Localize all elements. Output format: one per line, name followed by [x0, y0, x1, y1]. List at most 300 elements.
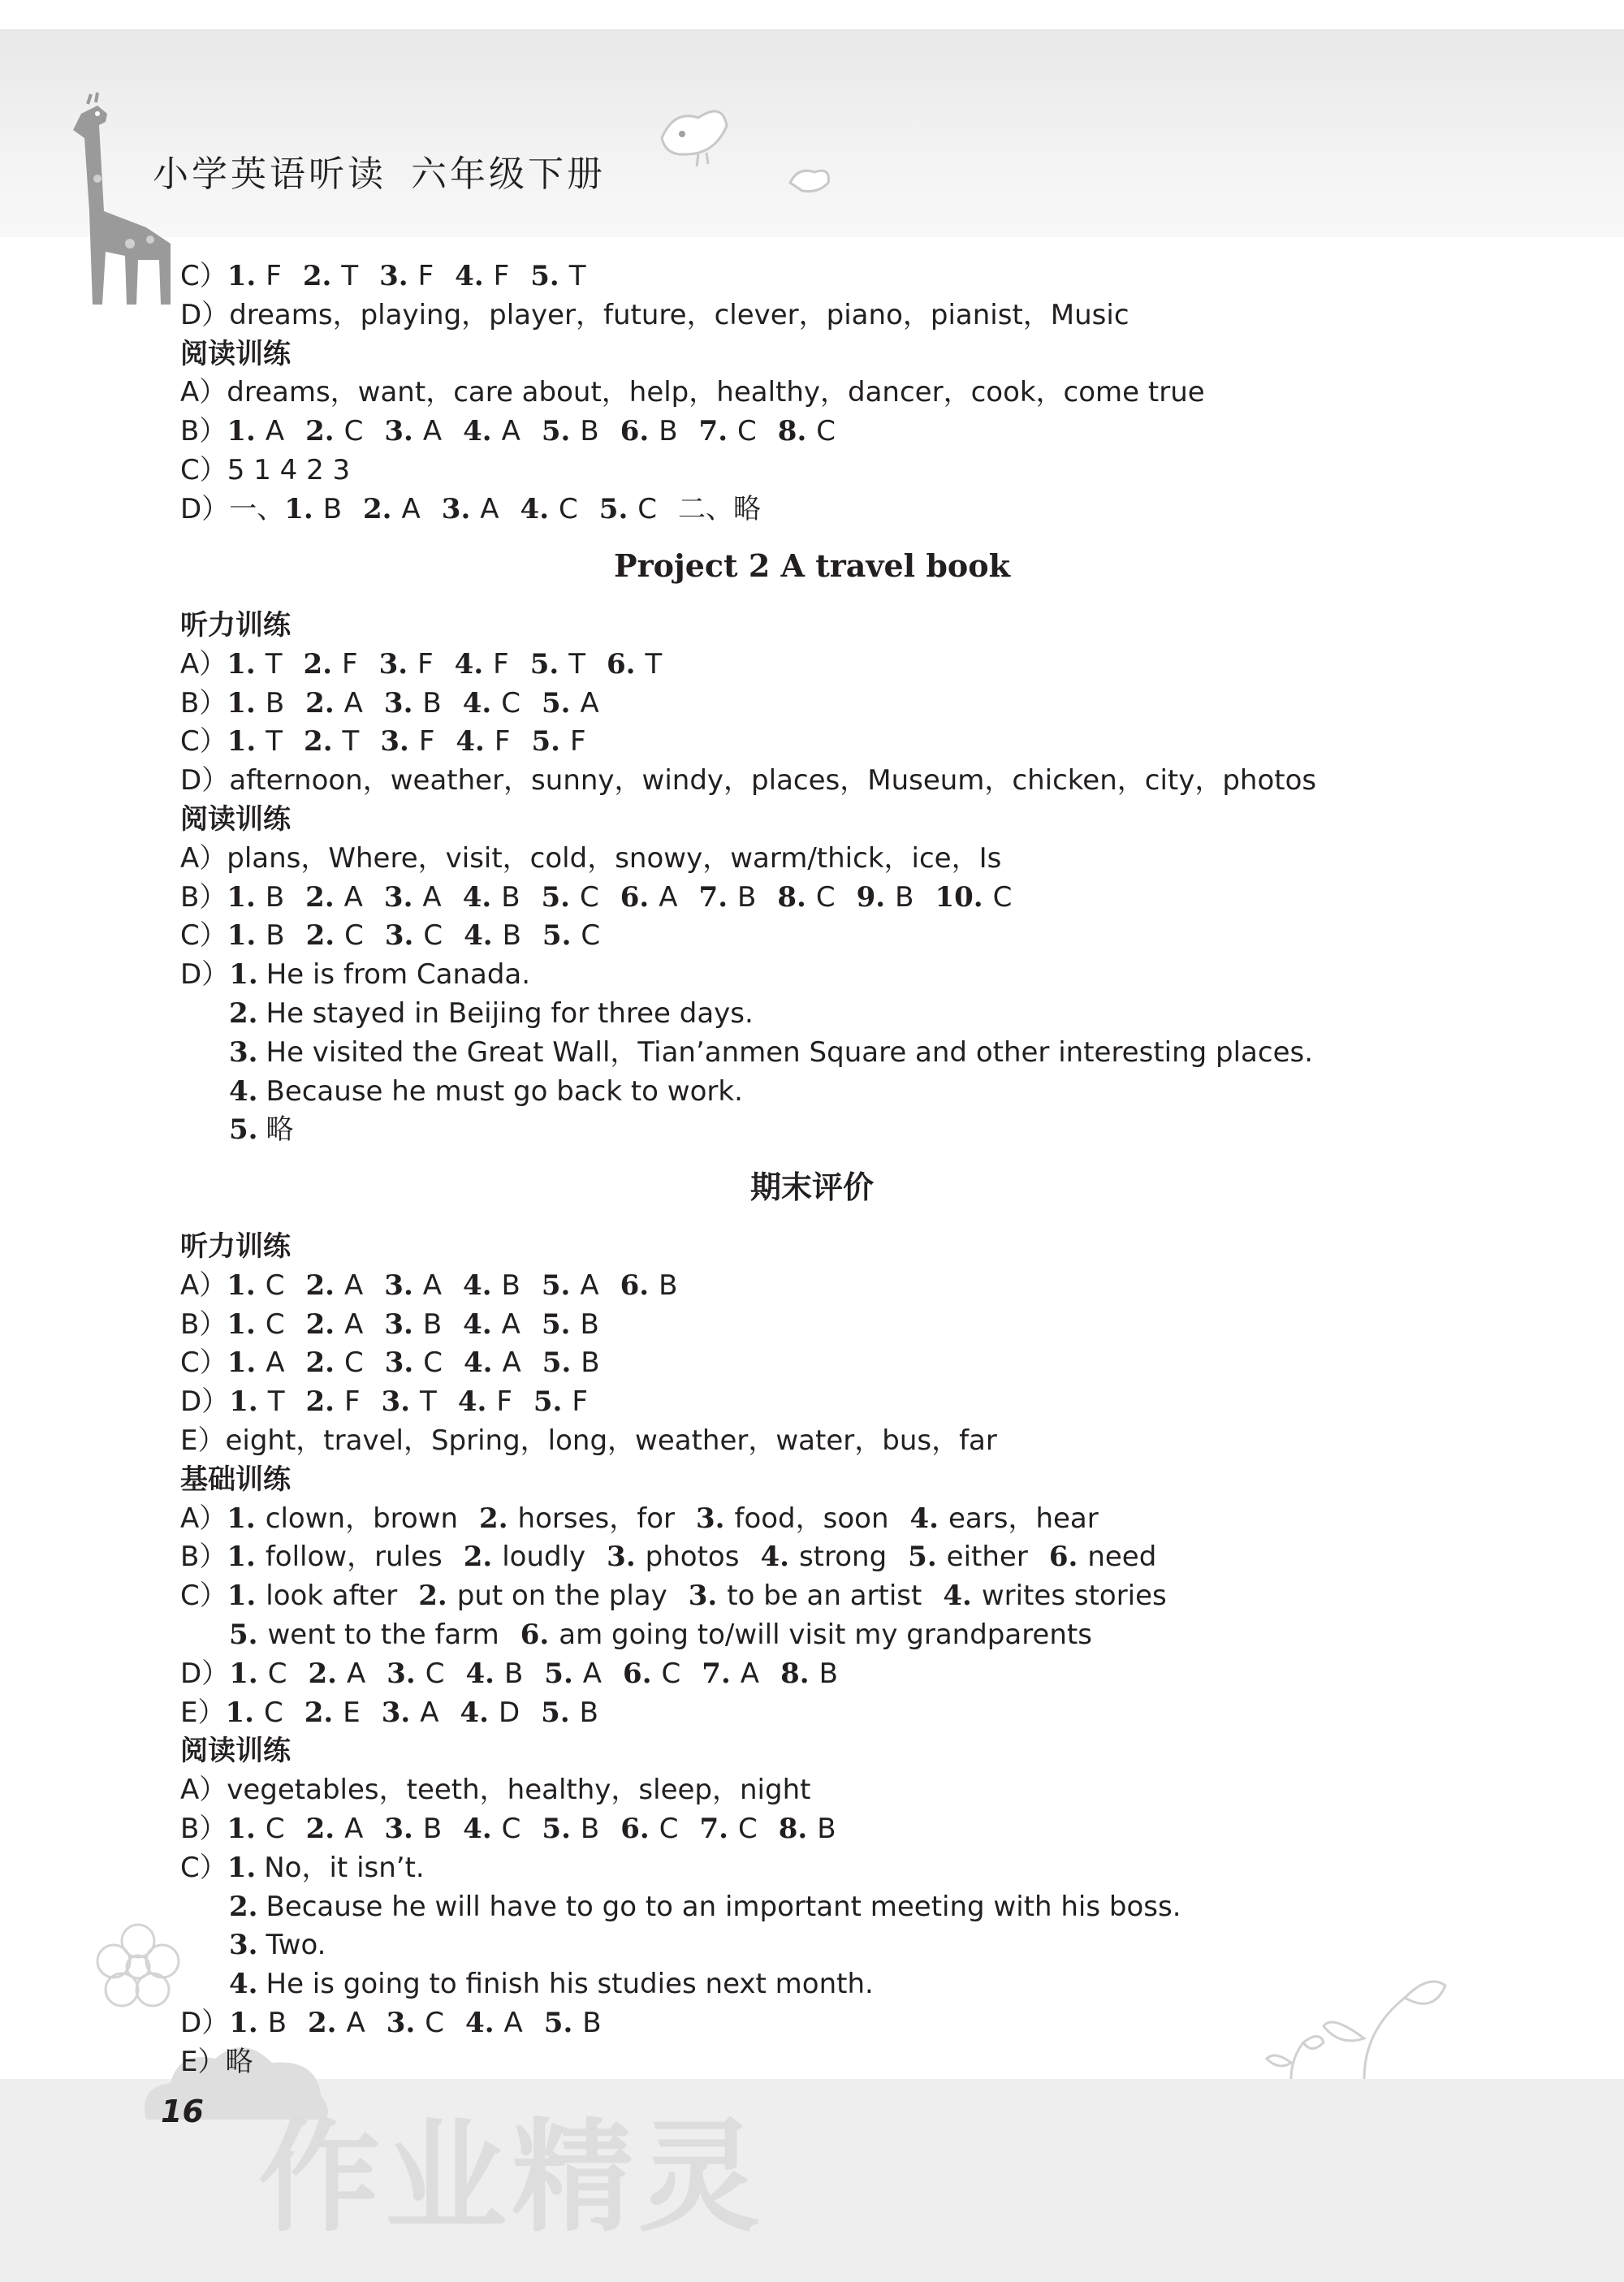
answer-line [180, 685, 620, 721]
answer-value: A [501, 415, 520, 447]
answer-text: vegetables，teeth，healthy，sleep，night [227, 1774, 811, 1806]
answer-line [180, 841, 1001, 876]
answer-value: C [265, 1308, 285, 1341]
answer-line [180, 1307, 620, 1342]
answer-prefix: C） [180, 1852, 227, 1884]
answer-value: C [816, 415, 836, 447]
answer-number: 4. [455, 260, 484, 292]
answer-prefix: D） [180, 2007, 230, 2039]
answer-value: B [659, 1269, 678, 1302]
answer-number: 5. [531, 725, 560, 758]
answer-line [229, 1112, 294, 1147]
answer-number: 2. [305, 1269, 335, 1302]
answer-prefix: D） [180, 958, 230, 991]
section-label-text: 阅读训练 [180, 1735, 291, 1767]
answer-prefix: D） [180, 764, 230, 797]
answer-line [180, 1850, 425, 1886]
answer-value: A [344, 1308, 364, 1341]
section-label-text: 基础训练 [180, 1463, 291, 1496]
answer-value: C [265, 1813, 285, 1845]
answer-value: B [580, 1813, 600, 1845]
answer-number: 4. [465, 2007, 495, 2039]
answer-line [180, 1423, 997, 1459]
answer-line [180, 1539, 1177, 1575]
answer-number: 5. [598, 493, 628, 525]
answer-value: T [420, 1385, 437, 1418]
answer-number: 2. [302, 260, 332, 292]
answer-number: 3. [386, 2007, 416, 2039]
answer-number: 3. [229, 1036, 258, 1069]
answer-value: F [417, 260, 434, 292]
answer-number: 2. [303, 648, 333, 681]
answer-text: 5 1 4 2 3 [227, 454, 351, 486]
answer-value: A [480, 493, 499, 525]
answer-number: 4. [229, 1968, 258, 2000]
answer-number: 4. [464, 1346, 493, 1379]
answer-value: loudly [502, 1541, 586, 1573]
answer-number: 3. [384, 1308, 413, 1341]
answer-line [180, 1772, 810, 1808]
answer-number: 2. [305, 919, 335, 952]
answer-number: 4. [456, 725, 485, 758]
answer-value: C [580, 881, 599, 914]
answer-number: 5. [533, 1385, 563, 1418]
answer-value: food，soon [734, 1502, 889, 1535]
answer-number: 1. [227, 648, 256, 681]
answer-prefix: B） [180, 1308, 227, 1341]
answer-prefix: C） [180, 919, 227, 952]
answer-number: 3. [380, 725, 409, 758]
answer-number: 5. [542, 687, 571, 720]
project2-heading: Project 2 A travel book [614, 547, 1010, 584]
answer-prefix: A） [180, 648, 227, 681]
answer-value: T [645, 648, 663, 681]
section-label [180, 607, 291, 643]
answer-prefix: B） [180, 687, 227, 720]
answer-number: 2. [308, 2007, 337, 2039]
section-label [180, 1229, 291, 1264]
answer-number: 1. [227, 1852, 257, 1884]
answer-number: 5. [529, 648, 559, 681]
answer-number: 3. [384, 1346, 414, 1379]
answer-number: 1. [227, 1269, 256, 1302]
answer-line [180, 1268, 698, 1303]
answer-part-label: 二、略 [678, 493, 762, 525]
answer-number: 4. [909, 1502, 939, 1535]
answer-value: C [265, 1269, 285, 1302]
answer-text: He is from Canada. [266, 958, 531, 991]
answer-line [180, 918, 621, 953]
answer-value: B [265, 881, 285, 914]
answer-value: C [425, 1657, 445, 1690]
answer-number: 2. [463, 1541, 493, 1573]
answer-number: 2. [308, 1657, 337, 1690]
answer-value: C [263, 1696, 283, 1729]
answer-number: 2. [305, 415, 335, 447]
answer-value: B [580, 415, 599, 447]
answer-value: A [502, 1346, 521, 1379]
answer-number: 6. [620, 1269, 650, 1302]
answer-number: 3. [229, 1929, 258, 1961]
answer-value: F [494, 725, 511, 758]
answer-line [180, 258, 607, 294]
answer-value: A [346, 2007, 365, 2039]
answer-value: clown，brown [265, 1502, 459, 1535]
answer-number: 3. [688, 1580, 718, 1612]
answer-value: B [266, 919, 285, 952]
answer-value: follow，rules [265, 1541, 443, 1573]
answer-value: B [580, 1308, 599, 1341]
answer-value: T [265, 648, 283, 681]
answer-prefix: B） [180, 415, 227, 447]
answer-number: 5. [229, 1113, 258, 1146]
answer-number: 2. [305, 1346, 335, 1379]
answer-value: B [322, 493, 343, 525]
answer-value: D [498, 1696, 520, 1729]
answer-number: 4. [760, 1541, 789, 1573]
answer-value: A [420, 1696, 439, 1729]
answer-value: to be an artist [727, 1580, 922, 1612]
answer-text: 略 [266, 1113, 294, 1146]
answer-line [180, 2005, 623, 2041]
answer-value: A [344, 1269, 364, 1302]
answer-line [180, 374, 1205, 410]
answer-number: 1. [227, 1813, 256, 1845]
answer-line [180, 1811, 857, 1847]
answer-number: 1. [227, 881, 256, 914]
answer-text: No，it isn’t. [264, 1852, 425, 1884]
answer-value: B [265, 687, 285, 720]
answer-number: 4. [462, 687, 492, 720]
answer-value: C [661, 1657, 681, 1690]
answer-number: 5. [908, 1541, 937, 1573]
answer-value: T [267, 1385, 285, 1418]
answer-value: F [496, 1385, 512, 1418]
answer-value: B [502, 919, 521, 952]
section-label [180, 336, 291, 372]
answer-prefix: D） [180, 1385, 230, 1418]
answer-value: ears，hear [948, 1502, 1099, 1535]
answer-line [229, 1074, 743, 1109]
answer-number: 5. [541, 415, 571, 447]
answer-number: 7. [698, 881, 728, 914]
answer-value: B [582, 2007, 602, 2039]
answer-line [180, 452, 350, 488]
answer-value: horses，for [517, 1502, 675, 1535]
answer-prefix: C） [180, 1346, 227, 1379]
answer-value: C [267, 1657, 287, 1690]
answer-number: 1. [227, 1308, 256, 1341]
answer-value: either [946, 1541, 1028, 1573]
answer-value: C [659, 1813, 679, 1845]
answer-prefix: E） [180, 2046, 226, 2078]
answer-prefix: D） [180, 299, 230, 331]
answer-number: 4. [464, 919, 493, 952]
answer-value: A [343, 881, 363, 914]
answer-number: 3. [379, 260, 408, 292]
answer-value: strong [798, 1541, 888, 1573]
answer-value: T [568, 648, 586, 681]
answer-number: 5. [541, 881, 571, 914]
answer-value: need [1087, 1541, 1157, 1573]
answer-value: A [265, 415, 285, 447]
answer-value: C [344, 919, 364, 952]
answer-number: 3. [384, 919, 414, 952]
answer-number: 1. [227, 260, 257, 292]
answer-prefix: C） [180, 1580, 227, 1612]
answer-line [229, 1889, 1181, 1925]
header-title: 小学英语听读 六年级下册 [153, 153, 606, 195]
answer-number: 4. [943, 1580, 972, 1612]
answer-value: writes stories [981, 1580, 1167, 1612]
answer-number: 3. [381, 1696, 411, 1729]
answer-value: B [737, 881, 757, 914]
answer-line [229, 1966, 874, 2002]
answer-text: dreams，want，care about，help，healthy，dancer，cook，come true [227, 376, 1205, 408]
final-review-heading: 期末评价 [749, 1169, 874, 1205]
answer-text: plans，Where，visit，cold，snowy，warm/thick，ice，Is [227, 842, 1002, 875]
answer-value: A [346, 1657, 366, 1690]
answer-value: F [266, 260, 282, 292]
answer-value: look after [266, 1580, 398, 1612]
answer-number: 3. [381, 1385, 411, 1418]
answer-value: F [417, 648, 434, 681]
answer-value: A [580, 1269, 599, 1302]
answer-number: 3. [607, 1541, 636, 1573]
answer-value: B [579, 1696, 598, 1729]
answer-value: E [343, 1696, 361, 1729]
answer-number: 1. [229, 1385, 258, 1418]
answer-value: B [895, 881, 914, 914]
answer-value: B [422, 687, 442, 720]
answer-number: 1. [227, 415, 256, 447]
answer-number: 1. [229, 958, 258, 991]
answer-line [180, 957, 530, 992]
section-label-text: 阅读训练 [180, 338, 291, 370]
answer-text: eight，travel，Spring，long，weather，water，bus，far [225, 1424, 997, 1457]
answer-number: 5. [530, 260, 559, 292]
answer-value: C [423, 1346, 443, 1379]
answer-value: went to the farm [267, 1619, 499, 1651]
answer-prefix: C） [180, 260, 227, 292]
answer-number: 3. [387, 1657, 416, 1690]
answer-number: 2. [304, 725, 333, 758]
answer-number: 1. [227, 1346, 257, 1379]
answer-value: A [659, 881, 678, 914]
answer-text: He stayed in Beijing for three days. [266, 997, 754, 1030]
answer-number: 2. [304, 1696, 334, 1729]
answer-value: photos [645, 1541, 740, 1573]
answer-number: 9. [856, 881, 886, 914]
answer-line [180, 1695, 620, 1731]
answer-value: T [341, 260, 359, 292]
answer-value: put on the play [456, 1580, 667, 1612]
answer-number: 5. [541, 1269, 571, 1302]
answer-value: A [580, 687, 599, 720]
answer-number: 5. [543, 2007, 573, 2039]
answer-value: F [572, 1385, 588, 1418]
answer-value: A [422, 1269, 443, 1302]
answer-value: B [501, 881, 520, 914]
answer-value: T [568, 260, 586, 292]
page-number: 16 [161, 2094, 204, 2129]
answer-value: F [493, 648, 509, 681]
answer-number: 3. [383, 881, 413, 914]
answer-value: F [418, 725, 435, 758]
answer-number: 4. [463, 415, 492, 447]
answer-number: 5. [541, 1696, 570, 1729]
answer-text: He visited the Great Wall，Tian’anmen Square and other interesting places. [266, 1036, 1314, 1069]
answer-number: 2. [479, 1502, 508, 1535]
answer-prefix: A） [180, 1502, 227, 1535]
answer-line [229, 996, 754, 1031]
answer-number: 5. [541, 1308, 571, 1341]
answer-number: 2. [305, 1308, 335, 1341]
answer-value: B [267, 2007, 287, 2039]
answer-number: 1. [229, 2007, 258, 2039]
answer-number: 5. [542, 1813, 571, 1845]
answer-value: F [342, 648, 358, 681]
answer-number: 2. [363, 493, 392, 525]
answer-value: C [738, 1813, 758, 1845]
answer-value: C [815, 881, 836, 914]
answer-number: 5. [542, 919, 572, 952]
answer-number: 1. [227, 1502, 256, 1535]
answer-value: C [637, 493, 658, 525]
answer-line [229, 1617, 1113, 1653]
answer-number: 2. [305, 1385, 335, 1418]
answer-value: T [266, 725, 283, 758]
answer-number: 4. [463, 1308, 492, 1341]
answer-line [180, 724, 607, 759]
answer-line [180, 646, 683, 682]
answer-number: 8. [777, 415, 807, 447]
answer-text: Two. [266, 1929, 326, 1961]
answer-line [180, 1345, 621, 1381]
answer-number: 3. [695, 1502, 725, 1535]
answer-number: 4. [460, 1696, 489, 1729]
answer-number: 2. [229, 997, 258, 1030]
answer-prefix: D） [180, 493, 230, 525]
answer-prefix: B） [180, 881, 227, 914]
answer-value: B [581, 1346, 600, 1379]
answer-text: afternoon，weather，sunny，windy，places，Museum，chicken，city，photos [229, 764, 1317, 797]
answer-prefix: A） [180, 1774, 227, 1806]
answer-number: 4. [454, 648, 484, 681]
answer-number: 5. [542, 1346, 572, 1379]
answer-value: C [343, 415, 364, 447]
answer-number: 3. [384, 1269, 413, 1302]
answer-number: 3. [384, 1813, 413, 1845]
answer-prefix: E） [180, 1696, 226, 1729]
answer-prefix: C） [180, 454, 227, 486]
answer-value: C [501, 1813, 521, 1845]
answer-number: 3. [383, 687, 413, 720]
answer-number: 4. [520, 493, 550, 525]
answer-value: B [422, 1308, 443, 1341]
answer-number: 2. [305, 1813, 335, 1845]
answer-number: 8. [778, 1813, 808, 1845]
answer-line [180, 413, 857, 449]
answer-text: He is going to finish his studies next month. [266, 1968, 874, 2000]
answer-value: A [344, 1813, 364, 1845]
answer-value: A [740, 1657, 760, 1690]
answer-number: 7. [698, 415, 728, 447]
answer-line [180, 491, 761, 527]
answer-number: 2. [305, 881, 335, 914]
answer-value: C [559, 493, 578, 525]
answer-number: 6. [620, 881, 650, 914]
answer-value: A [582, 1657, 603, 1690]
answer-part-label: 一、 [229, 493, 285, 525]
section-label-text: 听力训练 [180, 609, 291, 642]
answer-prefix: A） [180, 376, 227, 408]
answer-value: C [425, 2007, 445, 2039]
answer-value: F [569, 725, 586, 758]
answer-text: dreams，playing，player，future，clever，piano，pianist，Music [229, 299, 1129, 331]
answer-number: 1. [284, 493, 313, 525]
answer-number: 8. [780, 1657, 810, 1690]
section-label [180, 1733, 291, 1769]
answer-number: 4. [465, 1657, 495, 1690]
answer-value: B [503, 1657, 524, 1690]
answer-number: 6. [620, 415, 650, 447]
answer-line [180, 763, 1316, 798]
watermark: 作业精灵 [258, 2107, 766, 2249]
answer-value: A [422, 881, 442, 914]
answer-line [180, 297, 1129, 333]
answer-line [180, 1501, 1120, 1536]
answer-number: 2. [305, 687, 335, 720]
answer-line [180, 2044, 253, 2080]
answer-value: T [342, 725, 360, 758]
answer-value: C [344, 1346, 364, 1379]
answer-text: Because he will have to go to an important meeting with his boss. [266, 1891, 1181, 1923]
answer-number: 5. [229, 1619, 258, 1651]
answer-number: 1. [227, 687, 256, 720]
answer-number: 6. [623, 1657, 652, 1690]
answer-value: A [343, 687, 363, 720]
answer-number: 1. [225, 1696, 254, 1729]
answer-value: B [501, 1269, 520, 1302]
answer-value: C [737, 415, 757, 447]
answer-value: B [817, 1813, 836, 1845]
answer-number: 1. [229, 1657, 258, 1690]
answer-number: 7. [702, 1657, 731, 1690]
answer-number: 4. [463, 1269, 492, 1302]
answer-number: 10. [935, 881, 983, 914]
answer-number: 1. [227, 1580, 257, 1612]
answer-number: 6. [520, 1619, 550, 1651]
answer-prefix: E） [180, 1424, 226, 1457]
answer-value: C [581, 919, 601, 952]
answer-value: A [501, 1308, 520, 1341]
answer-value: F [343, 1385, 361, 1418]
answer-number: 1. [227, 725, 257, 758]
answer-value: A [401, 493, 421, 525]
answer-number: 4. [462, 881, 492, 914]
answer-line [180, 1384, 609, 1420]
answer-number: 2. [229, 1891, 258, 1923]
answer-number: 8. [777, 881, 806, 914]
answer-line [229, 1035, 1313, 1070]
answer-value: C [423, 919, 443, 952]
answer-value: C [501, 687, 520, 720]
answer-number: 6. [607, 648, 636, 681]
answer-number: 3. [378, 648, 408, 681]
answer-number: 3. [384, 415, 413, 447]
answer-number: 6. [620, 1813, 650, 1845]
